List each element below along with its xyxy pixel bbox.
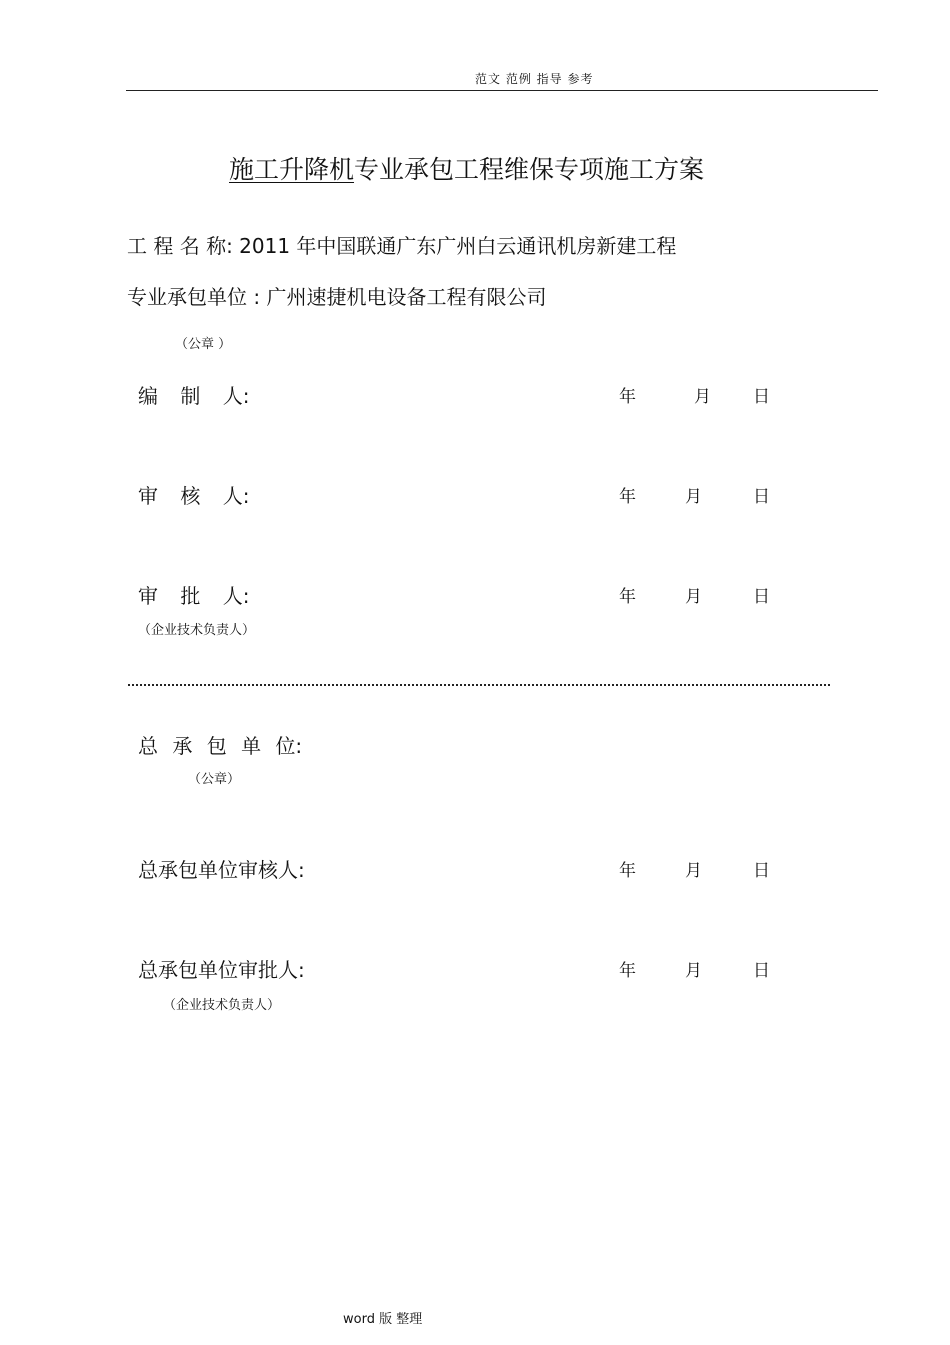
gc-reviewer-label: 总承包单位审核人: [138,858,305,882]
project-name-row [127,230,676,259]
reviewer-label: 审 核 人: [138,484,250,508]
approver-note: （企业技术负责人） [138,623,256,638]
approver-label: 审 批 人: [138,584,250,608]
section-divider [128,684,830,686]
approver-date-year: 年 [619,587,636,607]
general-contractor-seal-note: （公章） [188,772,241,787]
page-footer-text: word 版 整理 [343,1312,423,1327]
compiler-date-year: 年 [619,387,636,407]
compiler-date-day: 日 [753,387,770,407]
header-rule [126,90,878,91]
page-header-text: 范文 范例 指导 参考 [475,72,594,86]
contractor-label: 专业承包单位 : [127,285,261,309]
reviewer-date-year: 年 [619,487,636,507]
project-name-label: 工 程 名 称: [127,234,233,258]
gc-reviewer-date-year: 年 [619,861,636,881]
gc-reviewer-date-month: 月 [685,861,702,881]
document-title [229,150,704,186]
approver-date-day: 日 [753,587,770,607]
reviewer-date-day: 日 [753,487,770,507]
compiler-label: 编 制 人: [138,384,250,408]
contractor-seal-note: （公章 ） [175,337,232,352]
document-title-underlined: 施工升降机 [229,155,355,184]
document-title-rest: 专业承包工程维保专项施工方案 [354,155,705,184]
general-contractor-label: 总 承 包 单 位: [138,734,303,758]
project-name-value: 2011 年中国联通广东广州白云通讯机房新建工程 [239,234,677,258]
reviewer-date-month: 月 [685,487,702,507]
compiler-date-month: 月 [694,387,711,407]
approver-date-month: 月 [685,587,702,607]
gc-approver-label: 总承包单位审批人: [138,958,305,982]
gc-approver-date-day: 日 [753,961,770,981]
gc-approver-date-month: 月 [685,961,702,981]
gc-approver-note: （企业技术负责人） [163,998,281,1013]
gc-reviewer-date-day: 日 [753,861,770,881]
contractor-row [127,281,546,310]
gc-approver-date-year: 年 [619,961,636,981]
contractor-value: 广州速捷机电设备工程有限公司 [266,285,547,309]
